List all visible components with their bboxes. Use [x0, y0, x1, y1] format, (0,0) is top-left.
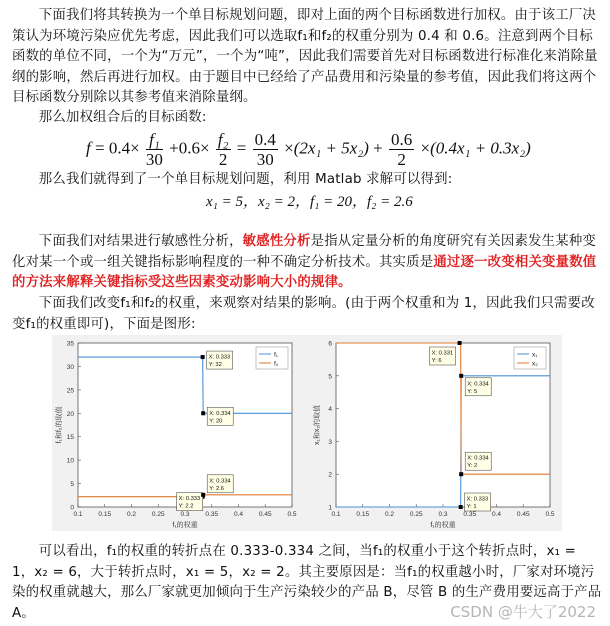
y-tick-label: 10 — [66, 457, 74, 465]
y-tick-label: 5 — [328, 373, 332, 381]
chart-f-values — [52, 335, 302, 531]
legend-box — [514, 347, 546, 369]
x-tick-label: 0.5 — [545, 511, 555, 518]
x-tick-label: 0.4 — [233, 511, 244, 518]
paragraph-conclusion: 可以看出，f₁的权重的转折点在 0.333-0.334 之间，当f₁的权重小于这个转折点时，x₁ = 1，x₂ = 6，大于转折点时，x₁ = 5，x₂ = 2。其主要原因是：当f₁的权重越小时，厂家对环境污染的权重就越大，那么厂家就更加倾向于生产污染较少的产品 B，尽管 B 的生产费用要远高于产品 A。 — [12, 544, 602, 621]
paragraph-sensitivity — [12, 232, 602, 294]
datatip-text: X: 0.334 — [209, 410, 231, 417]
formula-term-4: (0.4x₁ + 0.3x₂) — [430, 138, 531, 158]
sensitivity-term: 敏感性分析 — [242, 234, 311, 249]
figure-panel — [52, 335, 562, 531]
paragraph-weights: 下面我们改变f₁和f₂的权重，来观察对结果的影响。(由于两个权重和为 1，因此我们只需要改变f₁的权重即可)，下面是图形: — [12, 296, 595, 332]
y-tick-label: 20 — [66, 410, 74, 418]
y-tick-label: 5 — [70, 481, 74, 489]
paragraph-objective-label: 那么加权组合后的目标函数: — [38, 110, 207, 125]
y-axis-label: f₁和f₂的取值 — [56, 406, 63, 444]
datatip-text: Y: 2.2 — [178, 503, 194, 510]
x-tick-label: 0.5 — [287, 511, 297, 518]
x-tick-label: 0.45 — [516, 511, 530, 518]
y-tick-label: 6 — [328, 340, 332, 348]
datatip-text: Y: 1 — [466, 504, 477, 510]
x-tick-label: 0.4 — [491, 511, 502, 518]
paragraph-solve: 那么我们就得到了一个单目标规划问题，利用 Matlab 求解可以得到: — [38, 172, 453, 187]
datatip-text: X: 0.334 — [467, 381, 489, 388]
x-tick-label: 0.25 — [151, 511, 165, 518]
datatip-text: X: 0.334 — [209, 478, 231, 485]
weighted-objective-formula: f = 0.4× $\frac{\text{f₁}}{30}$ +0.6× $\frac{\text{f₂}}{2}$ = $\frac{0.4}{30}$ ×(2x₁ + 5x₂) + $\frac{0.6}{2}$ ×(0.4x₁ + 0.3x₂) — [86, 130, 531, 169]
datatip-text: Y: 32 — [208, 362, 222, 369]
legend-label: f₁ — [274, 351, 278, 359]
x-tick-label: 0.15 — [356, 511, 370, 518]
y-tick-label: 4 — [328, 406, 332, 414]
legend-label: x₁ — [532, 351, 538, 359]
legend-label: x₂ — [532, 360, 538, 368]
formula-coef-2: 0.6 — [178, 138, 201, 158]
datatip-marker — [458, 341, 462, 345]
x-tick-label: 0.25 — [409, 511, 423, 518]
x-tick-label: 0.1 — [331, 511, 341, 518]
datatip-text: Y: 2.6 — [209, 485, 225, 492]
datatip-text: X: 0.334 — [467, 455, 489, 462]
x-tick-label: 0.2 — [126, 511, 137, 518]
datatip-text: Y: 20 — [209, 418, 223, 425]
datatip-marker — [459, 472, 463, 476]
formula-lhs: f — [86, 138, 91, 158]
sensitivity-essence: 通过逐一改变相关变量数值的方法来解释关键指标受这些因素变动影响大小的规律。 — [12, 254, 597, 290]
paragraph-intro: 下面我们将其转换为一个单目标规划问题，即对上面的两个目标函数进行加权。由于该工厂决策认为环境污染应优先考虑，因此我们可以选取f₁和f₂的权重分别为 0.4 和 0.6。注意到两个目标函数的单位不同，一个为“万元”，一个为“吨”，因此我们需要首先对目标函数进行标准化来消除量纲的影响，然后再进行加权。由于题目中已经给了产品费用和污染量的参考值，因此我们将这两个目标函数分别除以其参考值来消除量纲。 — [12, 8, 598, 105]
y-axis-label: x₁和x₂的取值 — [314, 404, 321, 446]
solution-line: x₁ = 5，x₂ = 2，f₁ = 20，f₂ = 2.6 — [206, 194, 413, 210]
formula-term-3: (2x₁ + 5x₂) — [293, 138, 369, 158]
datatip-marker — [201, 411, 205, 415]
sensitivity-text-c: 是指从定量分析的角度研究有关因素发生某种变化对某一个或一组关键指标影响程度的一种不确定分析技术。其实质是 — [12, 234, 597, 270]
y-tick-label: 3 — [328, 438, 332, 446]
datatip-marker — [201, 493, 205, 497]
datatip-text: X: 0.331 — [431, 350, 454, 357]
formula-fraction-1: $\frac{\text{f₁}}{30}$ — [145, 130, 163, 169]
x-axis-label: f₁的权重 — [430, 522, 456, 529]
y-tick-label: 30 — [66, 363, 74, 371]
sensitivity-text-a: 下面我们对结果进行敏感性分析， — [38, 234, 243, 249]
x-tick-label: 0.3 — [180, 511, 190, 518]
datatip-text: X: 0.333 — [208, 354, 231, 361]
formula-fraction-4: $\frac{0.6}{2}$ — [391, 130, 413, 169]
y-tick-label: 0 — [70, 504, 74, 512]
datatip-text: X: 0.333 — [466, 496, 489, 503]
datatip-text: Y: 6 — [431, 358, 442, 364]
datatip-marker — [459, 374, 463, 378]
formula-fraction-3: $\frac{0.4}{30}$ — [254, 130, 276, 169]
y-tick-label: 1 — [328, 504, 332, 512]
datatip-text: X: 0.333 — [178, 496, 201, 503]
x-tick-label: 0.15 — [98, 511, 112, 518]
csdn-watermark: CSDN @牛大了2022 — [450, 603, 596, 621]
y-tick-label: 2 — [328, 471, 332, 479]
datatip-text: Y: 2 — [467, 463, 478, 470]
chart-x-values — [310, 335, 560, 531]
y-tick-label: 35 — [66, 340, 74, 348]
x-tick-label: 0.2 — [384, 511, 395, 518]
datatip-marker — [201, 355, 205, 359]
y-tick-label: 15 — [66, 434, 74, 442]
legend-box — [256, 347, 288, 369]
datatip-marker — [459, 505, 463, 509]
datatip-text: Y: 5 — [467, 388, 478, 395]
x-tick-label: 0.35 — [205, 511, 219, 518]
x-tick-label: 0.3 — [438, 511, 448, 518]
x-tick-label: 0.45 — [258, 511, 272, 518]
x-tick-label: 0.35 — [463, 511, 477, 518]
y-tick-label: 25 — [66, 387, 74, 395]
formula-fraction-2: $\frac{\text{f₂}}{2}$ — [217, 130, 229, 169]
legend-label: f₂ — [274, 360, 279, 368]
formula-coef-1: 0.4 — [108, 138, 131, 158]
x-tick-label: 0.1 — [73, 511, 83, 518]
x-axis-label: f₁的权重 — [172, 522, 198, 529]
